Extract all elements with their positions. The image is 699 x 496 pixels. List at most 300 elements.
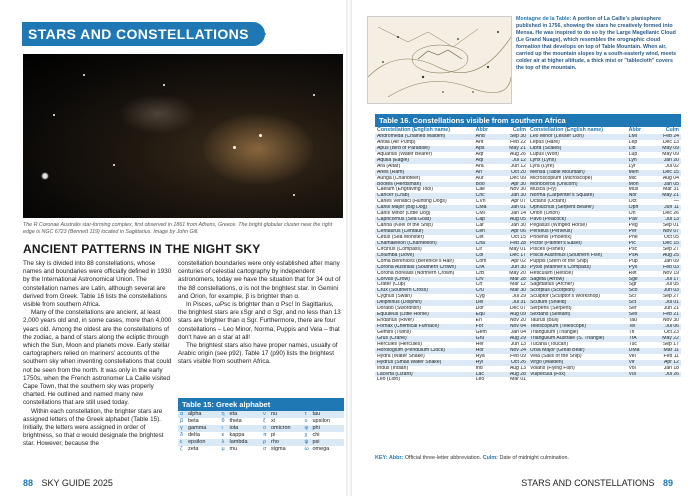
constellation-name: Boötes (Herdsman)	[377, 181, 422, 187]
constellation-abbr: Sex	[628, 312, 638, 318]
header-culm: Culm	[512, 127, 526, 133]
constellation-name: Scutum (Shield)	[530, 300, 567, 306]
constellation-abbr: Lup	[628, 151, 638, 157]
greek-name: tau	[312, 411, 321, 417]
culmination-date: Sep 27	[662, 246, 679, 252]
constellation-name: Mensa (Table Mountain)	[530, 169, 585, 175]
constellation-abbr: Lyn	[628, 157, 637, 163]
constellation-abbr: TrA	[628, 335, 637, 341]
constellation-name: Caelum (Engraving Tool)	[377, 187, 433, 193]
greek-name: beta	[188, 418, 199, 424]
constellation-name: Lupus (Wolf)	[530, 151, 559, 157]
constellation-abbr: Car	[475, 223, 484, 229]
constellation-name: Corona Australis (Southern Crown)	[377, 264, 456, 270]
constellation-name: Lacerta (Lizard)	[377, 371, 413, 377]
greek-name: delta	[188, 432, 200, 438]
constellation-table	[375, 114, 681, 383]
key-culm-label: Culm:	[482, 455, 498, 461]
culmination-date: Jul 29	[512, 294, 526, 300]
constellation-abbr: PsA	[628, 252, 639, 258]
constellation-abbr: CrA	[475, 264, 485, 270]
greek-symbol: β	[180, 418, 184, 424]
paragraph: The brightest stars also have proper names, usually of Arabic origin (see p92). Table 17 (p90) lists the brightest stars visible from southern Africa.	[178, 342, 338, 366]
constellation-name: Canis Major (Big Dog)	[377, 205, 428, 211]
constellation-abbr: Lib	[628, 145, 636, 151]
culmination-date: —	[673, 199, 679, 205]
constellation-abbr: Cir	[475, 246, 483, 252]
culmination-date: Jun 03	[663, 288, 679, 294]
constellation-abbr: Lep	[628, 139, 638, 145]
culmination-date: Nov 19	[662, 270, 679, 276]
constellation-name: Virgo (Maiden)	[530, 359, 564, 365]
culmination-date: Mar 31	[663, 187, 679, 193]
culmination-date: Aug 29	[509, 335, 526, 341]
culmination-date: Nov 24	[509, 347, 526, 353]
constellation-abbr: Scl	[628, 294, 636, 300]
constellation-name: Cancer (Crab)	[377, 193, 410, 199]
culmination-date: Apr 06	[510, 229, 526, 234]
constellation-abbr: Per	[628, 229, 637, 234]
culmination-date: May 22	[662, 335, 679, 341]
culmination-date: Jul 12	[512, 157, 526, 163]
culmination-date: Dec 07	[509, 306, 526, 312]
constellation-abbr: Sct	[628, 300, 637, 306]
culmination-date: Jan 04	[510, 329, 526, 335]
constellation-name: Centaurus (Centaur)	[377, 229, 424, 234]
constellation-name: Hercules (Hercules)	[377, 341, 423, 347]
greek-symbol: χ	[304, 432, 308, 438]
constellation-name: Equuleus (Little Horse)	[377, 312, 429, 318]
constellation-abbr: Aur	[475, 175, 484, 181]
constellation-abbr: Ind	[475, 365, 483, 371]
constellation-name: Reticulum (Reticle)	[530, 270, 574, 276]
constellation-name: Grus (Crane)	[377, 335, 407, 341]
constellation-abbr: Ari	[475, 169, 482, 175]
culmination-date: Jun 21	[663, 306, 679, 312]
constellation-abbr: CVn	[475, 199, 486, 205]
constellation-name: Hydrus (Small Water Snake)	[377, 359, 442, 365]
constellation-name: Vela (Sails of the Ship)	[530, 353, 582, 359]
table-right-half	[528, 127, 681, 383]
culmination-date: Mar 30	[510, 288, 526, 294]
constellation-name: Perseus (Perseus)	[530, 229, 573, 234]
table-left-half	[375, 127, 528, 383]
constellation-name: Phoenix (Phoenix)	[530, 234, 572, 240]
culmination-date: Mar 28	[510, 276, 526, 282]
culmination-date: May 21	[509, 145, 526, 151]
constellation-abbr: UMa	[628, 347, 640, 353]
paragraph: Many of the constellations are ancient, at least 2,000 years old and, in some cases, more than 4,000 years old. Among the oldest are the constellations of the zodiac, a band of stars along the ecliptic through which the Sun, Moon and planets move. Early stellar cartographers relied on mariners' accounts of the southern sky when inventing constellations that could not be seen from the north. It was only in the early 1750s, when the French astronomer La Caille visited Cape Town, that the southern sky was properly charted. He outlined and named many new constellations that are still used today.	[23, 309, 172, 407]
constellation-abbr: CMa	[475, 205, 487, 211]
constellation-name: Lepus (Hare)	[530, 139, 560, 145]
constellation-name: Canis Minor (Little Dog)	[377, 211, 431, 217]
culmination-date: Oct 23	[663, 329, 679, 335]
key-abbr-label: Abbr:	[388, 455, 404, 461]
constellation-abbr: Gru	[475, 335, 485, 341]
constellation-abbr: Pav	[628, 217, 638, 223]
constellation-abbr: Oph	[628, 205, 639, 211]
greek-symbol: ε	[180, 439, 183, 445]
greek-symbol: υ	[304, 418, 308, 424]
culmination-date: Feb 28	[510, 240, 526, 246]
constellation-abbr: For	[475, 324, 484, 329]
culmination-date: Nov 07	[662, 229, 679, 234]
greek-symbol: τ	[304, 411, 307, 417]
culmination-date: Dec 17	[509, 252, 526, 258]
culmination-date: Dec 09	[509, 175, 526, 181]
constellation-name: Cygnus (Swan)	[377, 294, 412, 300]
culmination-date: Mar 12	[510, 282, 526, 288]
greek-name: nu	[271, 411, 278, 417]
constellation-name: Vulpecula (Fox)	[530, 371, 566, 377]
constellation-name: Capricornus (Sea Goat)	[377, 217, 431, 223]
culmination-date: Mar 01	[510, 377, 526, 383]
constellation-name: Leo Minor (Lesser Lion)	[530, 134, 584, 139]
header-abbr: Abbr	[628, 127, 642, 133]
culmination-date: Jan 20	[663, 157, 679, 163]
constellation-name: Crux (Southern Cross)	[377, 288, 428, 294]
constellation-name: Ursa Major (Great Bear)	[530, 347, 585, 353]
header-culm: Culm	[665, 127, 679, 133]
greek-symbol: ο	[263, 425, 267, 431]
constellation-abbr: CrB	[475, 270, 485, 276]
greek-symbol: μ	[221, 446, 225, 452]
constellation-name: Pictor (Painter's Easel)	[530, 240, 582, 246]
culmination-date: Dec 26	[662, 211, 679, 217]
culmination-date: Oct 15	[510, 234, 526, 240]
constellation-abbr: Ant	[475, 139, 484, 145]
constellation-abbr: Crt	[475, 282, 483, 288]
constellation-name: Pisces (Fishes)	[530, 246, 565, 252]
constellation-abbr: Hyi	[475, 359, 484, 365]
culmination-date: Nov 20	[509, 318, 526, 324]
constellation-abbr: Psc	[628, 246, 638, 252]
greek-symbol: φ	[304, 425, 309, 431]
culmination-date: Mar 11	[663, 347, 679, 353]
section-title: ANCIENT PATTERNS IN THE NIGHT SKY	[23, 242, 261, 256]
greek-symbol: ι	[221, 425, 223, 431]
greek-name: iota	[229, 425, 239, 431]
culmination-date: Jan 14	[510, 211, 526, 217]
table-key	[375, 455, 681, 461]
constellation-name: Triangulum (Triangle)	[530, 329, 579, 335]
constellation-abbr: Tau	[628, 318, 637, 324]
culmination-date: Apr 07	[510, 199, 526, 205]
culmination-date: May 21	[662, 193, 679, 199]
constellation-abbr: Aql	[475, 157, 484, 163]
constellation-name: Aquarius (Water Bearer)	[377, 151, 433, 157]
constellation-name: Scorpius (Scorpion)	[530, 288, 575, 294]
constellation-name: Ophiuchus (Serpent Bearer)	[530, 205, 594, 211]
constellation-name: Circinus (Compass)	[377, 246, 422, 252]
greek-symbol: σ	[263, 446, 267, 452]
constellation-abbr: Cen	[475, 229, 486, 234]
constellation-abbr: Mus	[628, 187, 639, 193]
constellation-abbr: Crv	[475, 276, 484, 282]
constellation-name: Sagittarius (Archer)	[530, 282, 574, 288]
greek-name: lambda	[229, 439, 248, 445]
culmination-date: Jul 02	[665, 163, 679, 169]
planisphere-image	[367, 16, 512, 104]
constellation-abbr: Phe	[628, 234, 638, 240]
culmination-date: Dec 15	[662, 169, 679, 175]
culmination-date: Jan 01	[510, 205, 526, 211]
constellation-abbr: Eri	[475, 318, 482, 324]
greek-symbol: λ	[221, 439, 225, 445]
constellation-abbr: Equ	[475, 312, 485, 318]
constellation-name: Puppis (Stern of the Ship)	[530, 258, 589, 264]
culmination-date: Aug 09	[509, 312, 526, 318]
greek-symbol: ψ	[304, 439, 309, 445]
culmination-date: Aug 25	[662, 252, 679, 258]
constellation-name: Pyxis (Mariner's Compass)	[530, 264, 591, 270]
constellation-name: Eridanus (River)	[377, 318, 414, 324]
constellation-name: Aries (Ram)	[377, 169, 405, 175]
photo-caption: The R Coronae Australis star-forming complex, first observed in 1861 from Athens, Greece. The bright globular cluster near the right edge is NGC 6723 (Bennett 119) located in Sagittarius. Image by John Gill.	[23, 222, 333, 235]
greek-name: alpha	[188, 411, 202, 417]
header-name: Constellation (English name)	[377, 127, 450, 133]
culmination-date: Jul 06	[665, 324, 679, 329]
constellation-abbr: Lac	[475, 371, 484, 377]
constellation-abbr: Sge	[628, 276, 638, 282]
constellation-name: Cetus (Sea Monster)	[377, 234, 424, 240]
culmination-date: Feb 21	[663, 312, 679, 318]
constellation-abbr: Men	[628, 169, 639, 175]
constellation-abbr: Pyx	[628, 264, 638, 270]
greek-name: eta	[229, 411, 238, 417]
header-abbr: Abbr	[475, 127, 489, 133]
constellation-name: Horologium (Pendulum Clock)	[377, 347, 445, 353]
key-abbr-text: Official three-letter abbreviation.	[403, 455, 483, 461]
constellation-name: Hydra (Water Snake)	[377, 353, 425, 359]
culmination-date: Aug 28	[509, 371, 526, 377]
constellation-name: Apus (Bird of Paradise)	[377, 145, 430, 151]
constellation-name: Monoceros (Unicorn)	[530, 181, 578, 187]
constellation-abbr: Vul	[628, 371, 636, 377]
constellation-abbr: Hya	[475, 353, 485, 359]
constellation-abbr: Ori	[628, 211, 636, 217]
constellation-abbr: Cet	[475, 234, 484, 240]
constellation-abbr: Hor	[475, 347, 484, 353]
culmination-date: Feb 11	[663, 353, 679, 359]
constellation-abbr: Pup	[628, 258, 638, 264]
culmination-date: Jan 09	[663, 258, 679, 264]
constellation-abbr: Dor	[475, 306, 484, 312]
constellation-abbr: Ret	[628, 270, 637, 276]
paragraph: Within each constellation, the brighter stars are assigned letters of the Greek alphabet (Table 15). Initially, the letters were assigned in order of brightness, so that α would designate the brightest star. However, because the	[23, 407, 164, 448]
constellation-abbr: Nor	[628, 193, 637, 199]
culmination-date: Sep 01	[662, 223, 679, 229]
constellation-name: Gemini (Twins)	[377, 329, 411, 335]
constellation-name: Microscopium (Microscope)	[530, 175, 593, 181]
constellation-name: Sextans (Sextant)	[530, 312, 571, 318]
culmination-date: Feb 22	[510, 139, 526, 145]
constellation-abbr: Cha	[475, 240, 486, 246]
culmination-date: Oct 26	[510, 359, 526, 365]
greek-symbol: κ	[221, 432, 225, 438]
culmination-date: Nov 30	[509, 187, 526, 193]
constellation-name: Carina (Keel of the Ship)	[377, 223, 433, 229]
constellation-name: Triangulum Australe (S. Triangle)	[530, 335, 605, 341]
culmination-date: Jul 01	[665, 300, 679, 306]
constellation-name: Orion (Orion)	[530, 211, 560, 217]
key-culm-text: Date of midnight culmination.	[497, 455, 569, 461]
constellation-abbr: Lyr	[628, 163, 636, 169]
culmination-date: Jul 31	[512, 300, 526, 306]
culmination-date: Aug 05	[509, 217, 526, 223]
constellation-name: Tucana (Toucan)	[530, 341, 569, 347]
constellation-abbr: Leo	[475, 377, 485, 383]
constellation-name: Indus (Indian)	[377, 365, 409, 371]
constellation-abbr: Ara	[475, 163, 484, 169]
greek-symbol: α	[180, 411, 184, 417]
constellation-name: Fornax (Chemical Furnace)	[377, 324, 439, 329]
greek-symbol: γ	[180, 425, 183, 431]
constellation-abbr: Mic	[628, 175, 637, 181]
page-number: 89	[662, 478, 673, 488]
greek-name: upsilon	[312, 418, 330, 424]
constellation-abbr: Peg	[628, 223, 638, 229]
constellation-abbr: Tuc	[628, 341, 637, 347]
culmination-date: May 20	[509, 270, 526, 276]
culmination-date: Aug 13	[509, 365, 526, 371]
greek-name: epsilon	[188, 439, 206, 445]
greek-name: omicron	[271, 425, 291, 431]
constellation-name: Musca (Fly)	[530, 187, 557, 193]
culmination-date: Sep 30	[509, 134, 526, 139]
constellation-abbr: CMi	[475, 211, 485, 217]
greek-symbol: ξ	[263, 418, 266, 424]
constellation-name: Aquila (Eagle)	[377, 157, 409, 163]
key-label: KEY:	[375, 455, 388, 461]
constellation-abbr: Tri	[628, 329, 635, 335]
culmination-date: Jan 30	[510, 223, 526, 229]
greek-name: theta	[229, 418, 242, 424]
culmination-date: Feb 24	[663, 134, 679, 139]
footer-text: STARS AND CONSTELLATIONS	[521, 478, 655, 488]
constellation-abbr: Com	[475, 258, 487, 264]
greek-name: kappa	[229, 432, 245, 438]
culmination-date: Feb 09	[510, 353, 526, 359]
constellation-abbr: Del	[475, 300, 484, 306]
culmination-date: Jan 18	[663, 365, 679, 371]
constellation-abbr: Gem	[475, 329, 487, 335]
constellation-name: Pegasus (Winged Horse)	[530, 223, 587, 229]
culmination-date: Aug 26	[509, 151, 526, 157]
constellation-name: Chamaeleon (Chameleon)	[377, 240, 437, 246]
constellation-name: Canes Venatici (Hunting Dogs)	[377, 199, 447, 205]
constellation-abbr: Cnc	[475, 193, 485, 199]
footer-right	[521, 478, 673, 488]
table-row	[528, 372, 681, 378]
culmination-date: Jun 30	[510, 264, 526, 270]
page-number: 88	[23, 478, 34, 488]
greek-name: chi	[312, 432, 320, 438]
constellation-abbr: Cyg	[475, 294, 485, 300]
constellation-name: Corvus (Crow)	[377, 276, 410, 282]
greek-name: xi	[271, 418, 275, 424]
constellation-name: Octans (Octant)	[530, 199, 566, 205]
page-title: STARS AND CONSTELLATIONS	[28, 26, 249, 42]
greek-name: psi	[312, 439, 320, 445]
constellation-name: Auriga (Charioteer)	[377, 175, 421, 181]
planisphere-drawing	[368, 17, 511, 103]
culmination-date: Nov 30	[662, 318, 679, 324]
greek-name: sigma	[271, 446, 286, 452]
constellation-abbr: Vel	[628, 353, 636, 359]
culmination-date: Dec 15	[662, 240, 679, 246]
constellation-abbr: Cae	[475, 187, 486, 193]
planisphere-caption	[516, 16, 680, 72]
constellation-abbr: Sco	[628, 288, 638, 294]
constellation-abbr: Pic	[628, 240, 636, 246]
constellation-abbr: Cap	[475, 217, 486, 223]
greek-symbol: η	[221, 411, 225, 417]
header-name: Constellation (English name)	[530, 127, 603, 133]
table-header	[375, 127, 528, 134]
greek-symbol: ω	[304, 446, 309, 452]
culmination-date: Apr 02	[510, 258, 526, 264]
constellation-name: Corona Borealis (Northern Crown)	[377, 270, 455, 276]
constellation-abbr: Aqr	[475, 151, 484, 157]
table-row	[375, 377, 528, 383]
culmination-date: Jul 17	[665, 276, 679, 282]
constellation-name: Norma (Carpenter's Square)	[530, 193, 595, 199]
culmination-date: Sep 27	[662, 294, 679, 300]
constellation-abbr: Aps	[475, 145, 485, 151]
constellation-name: Sculptor (Sculptor's Workshop)	[530, 294, 600, 300]
culmination-date: Dec 13	[662, 139, 679, 145]
table-title: Table 16. Constellations visible from southern Africa	[375, 114, 681, 127]
paragraph: In Pisces, ωPsc is brighter than α Psc! In Sagittarius, the brightest stars are εSgr and σ Sgr, and no less than 13 stars are brighter than α Sgr. Furthermore, there are four constellations – Leo Minor, Norma, Puppis and Vela – that don't have an α star at all!	[178, 301, 341, 341]
constellation-name: Crater (Cup)	[377, 282, 406, 288]
constellation-name: Piscis Austrinus (Southern Fish)	[530, 252, 603, 258]
culmination-date: Oct 05	[663, 234, 679, 240]
culmination-date: May 01	[509, 246, 526, 252]
greek-name: pi	[271, 432, 276, 438]
constellation-name: Volans (Flying Fish)	[530, 365, 575, 371]
constellation-name: Andromeda (Chained Maiden)	[377, 134, 446, 139]
culmination-date: Sep 17	[662, 341, 679, 347]
constellation-name: Delphinus (Dolphin)	[377, 300, 422, 306]
constellation-name: Dorado (Swordfish)	[377, 306, 421, 312]
greek-name: omega	[312, 446, 330, 452]
constellation-name: Libra (Scales)	[530, 145, 562, 151]
greek-name: zeta	[188, 446, 199, 452]
table-header	[528, 127, 681, 134]
constellation-abbr: Tel	[628, 324, 636, 329]
culmination-date: Jul 05	[665, 282, 679, 288]
constellation-abbr: Oct	[628, 199, 637, 205]
constellation-name: Sagitta (Arrow)	[530, 276, 564, 282]
constellation-name: Columba (Dove)	[377, 252, 415, 258]
constellation-abbr: Sgr	[628, 282, 637, 288]
culmination-date: Jun 11	[664, 205, 679, 211]
constellation-abbr: Ser	[628, 306, 637, 312]
constellation-abbr: Vir	[628, 359, 635, 365]
greek-symbol: ν	[263, 411, 266, 417]
constellation-abbr: Vol	[628, 365, 636, 371]
constellation-abbr: Her	[475, 341, 484, 347]
constellation-abbr: Cru	[475, 288, 484, 294]
greek-name: rho	[271, 439, 279, 445]
culmination-date: Jun 12	[510, 163, 526, 169]
greek-name: gamma	[188, 425, 207, 431]
constellation-name: Lyra (Lyre)	[530, 163, 555, 169]
culmination-date: Jan 30	[510, 193, 526, 199]
table-title: Table 15: Greek alphabet	[178, 398, 344, 411]
paragraph: The sky is divided into 88 constellations, whose names and boundaries were officially defined in 1930 by the International Astronomical Union. The constellation names are Latin, although several are derived from Greek. Table 16 lists the constellations visible from southern Africa.	[23, 260, 172, 309]
